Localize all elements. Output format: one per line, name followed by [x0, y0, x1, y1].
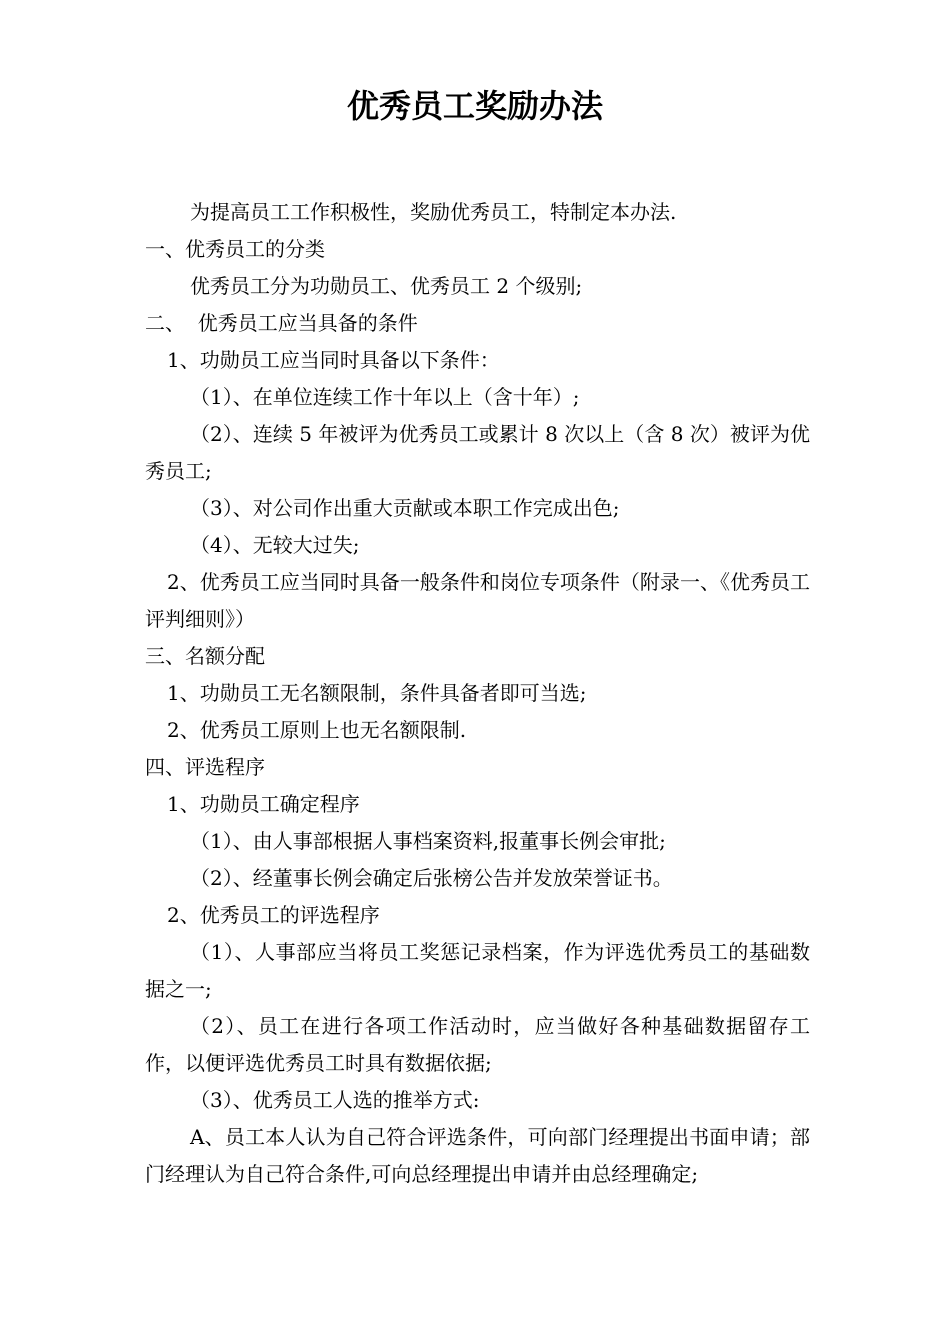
list-item: 1、功勋员工无名额限制，条件具备者即可当选; — [167, 681, 587, 705]
list-item: （2）、经董事长例会确定后张榜公告并发放荣誉证书。 — [190, 866, 673, 890]
list-item: （2）、连续 5 年被评为优秀员工或累计 8 次以上（含 8 次）被评为优秀员工; — [145, 422, 810, 483]
list-item: （1）、在单位连续工作十年以上（含十年）; — [190, 385, 580, 409]
list-item: （1）、由人事部根据人事档案资料,报董事长例会审批; — [190, 829, 666, 853]
section-heading-1: 一、优秀员工的分类 — [145, 237, 325, 261]
subsection-heading: 2、优秀员工的评选程序 — [167, 903, 380, 927]
document-body — [145, 194, 810, 1193]
paragraph-intro: 为提高员工工作积极性，奖励优秀员工，特制定本办法. — [190, 200, 677, 224]
list-item: （1）、人事部应当将员工奖惩记录档案，作为评选优秀员工的基础数据之一; — [145, 940, 810, 1001]
list-item: （4）、无较大过失; — [190, 533, 360, 557]
subsection-heading: 1、功勋员工确定程序 — [167, 792, 360, 816]
list-item: 2、优秀员工原则上也无名额限制. — [167, 718, 467, 742]
document-title: 优秀员工奖励办法 — [346, 87, 603, 125]
section-heading-3: 三、名额分配 — [145, 644, 265, 668]
section-heading-2: 二、 优秀员工应当具备的条件 — [145, 311, 418, 335]
list-item: （2）、员工在进行各项工作活动时，应当做好各种基础数据留存工作，以便评选优秀员工时具有数据依据; — [145, 1014, 810, 1075]
list-item: （3）、对公司作出重大贡献或本职工作完成出色; — [190, 496, 620, 520]
subsection-heading: 1、功勋员工应当同时具备以下条件： — [167, 348, 500, 372]
list-item: （3）、优秀员工人选的推举方式: — [190, 1088, 480, 1112]
section-heading-4: 四、评选程序 — [145, 755, 265, 779]
subsection-heading: 2、优秀员工应当同时具备一般条件和岗位专项条件（附录一、《优秀员工评判细则》） — [145, 570, 810, 631]
list-item: A、员工本人认为自己符合评选条件，可向部门经理提出书面申请；部门经理认为自己符合条件,可向总经理提出申请并由总经理确定; — [145, 1125, 810, 1186]
paragraph: 优秀员工分为功勋员工、优秀员工 2 个级别; — [190, 274, 583, 298]
